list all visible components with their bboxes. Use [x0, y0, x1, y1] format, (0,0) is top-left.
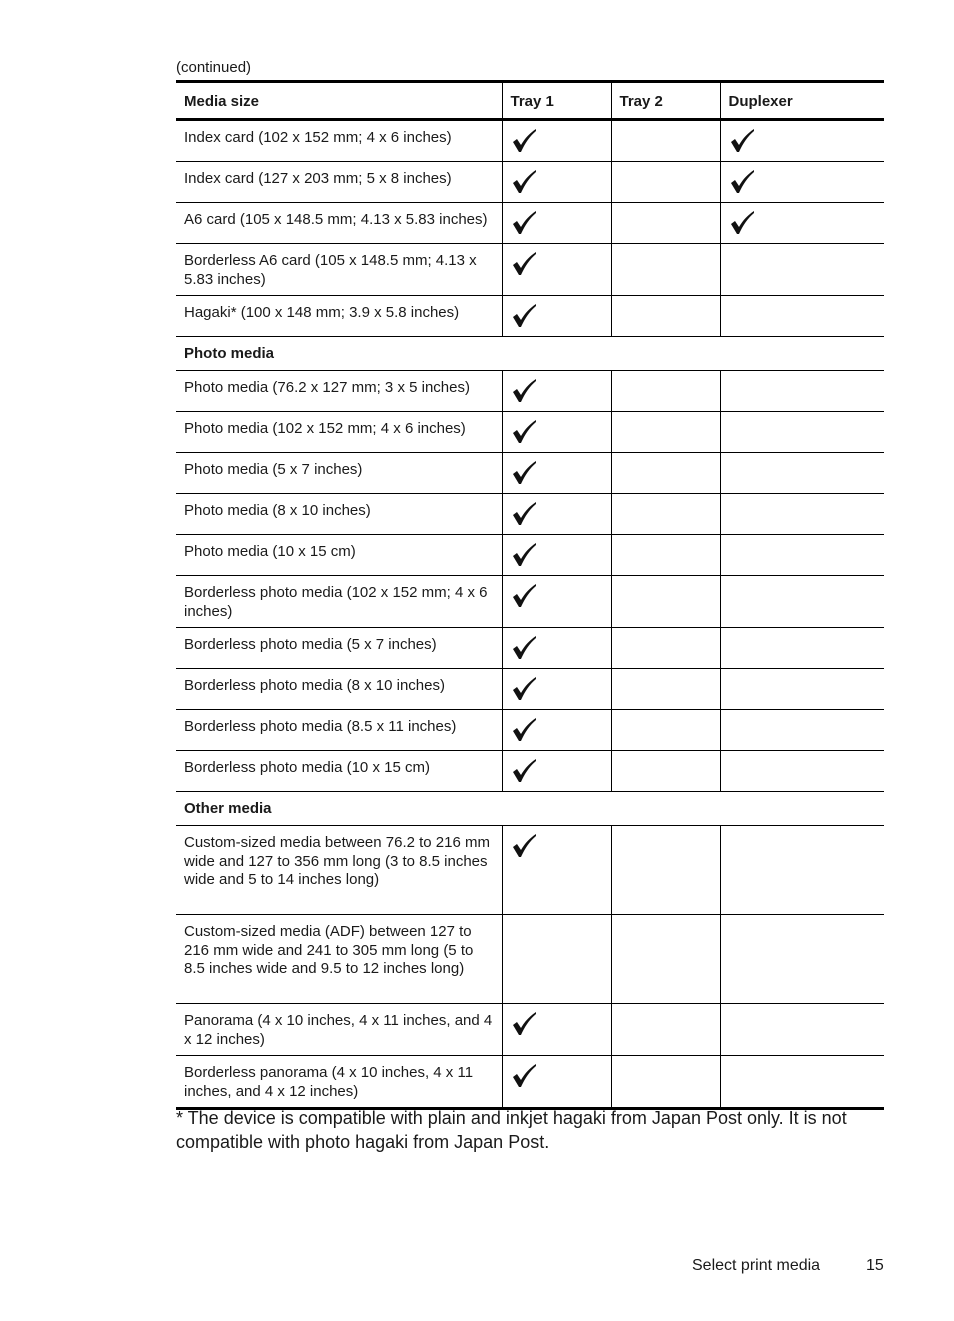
media-size-cell: Custom-sized media between 76.2 to 216 mm wide and 127 to 356 mm long (3 to 8.5 inches wide and 5 to 14 inches long) — [176, 826, 502, 915]
media-size-cell: Custom-sized media (ADF) between 127 to 216 mm wide and 241 to 305 mm long (5 to 8.5 inches wide and 9.5 to 12 inches long) — [176, 915, 502, 1004]
header-duplexer: Duplexer — [720, 82, 884, 120]
media-size-cell: A6 card (105 x 148.5 mm; 4.13 x 5.83 inches) — [176, 203, 502, 244]
tray1-cell — [502, 669, 611, 710]
tray1-cell — [502, 371, 611, 412]
media-size-cell: Borderless photo media (8 x 10 inches) — [176, 669, 502, 710]
duplexer-cell — [720, 535, 884, 576]
tray2-cell — [611, 203, 720, 244]
checkmark-icon — [511, 583, 537, 609]
checkmark-icon — [511, 1011, 537, 1037]
table-body — [176, 120, 884, 1109]
tray1-cell — [502, 628, 611, 669]
media-size-cell: Index card (102 x 152 mm; 4 x 6 inches) — [176, 120, 502, 162]
duplexer-cell — [720, 751, 884, 792]
duplexer-cell — [720, 494, 884, 535]
tray1-cell — [502, 826, 611, 915]
checkmark-icon — [511, 419, 537, 445]
continued-label: (continued) — [176, 59, 252, 76]
checkmark-icon — [511, 169, 537, 195]
tray1-cell — [502, 576, 611, 628]
media-size-table — [176, 80, 884, 1110]
table-row — [176, 371, 884, 412]
table-row — [176, 535, 884, 576]
tray1-cell — [502, 296, 611, 337]
checkmark-icon — [511, 128, 537, 154]
table-row — [176, 576, 884, 628]
header-tray-1: Tray 1 — [502, 82, 611, 120]
tray2-cell — [611, 915, 720, 1004]
media-size-cell: Borderless panorama (4 x 10 inches, 4 x 11 inches, and 4 x 12 inches) — [176, 1056, 502, 1109]
tray1-cell — [502, 535, 611, 576]
tray1-cell — [502, 494, 611, 535]
checkmark-icon — [511, 676, 537, 702]
tray2-cell — [611, 669, 720, 710]
checkmark-icon — [511, 833, 537, 859]
tray2-cell — [611, 296, 720, 337]
tray2-cell — [611, 162, 720, 203]
tray2-cell — [611, 576, 720, 628]
tray2-cell — [611, 535, 720, 576]
section-heading: Photo media — [176, 337, 884, 371]
section-heading: Other media — [176, 792, 884, 826]
duplexer-cell — [720, 669, 884, 710]
table-row — [176, 1056, 884, 1109]
header-tray-2: Tray 2 — [611, 82, 720, 120]
duplexer-cell — [720, 1056, 884, 1109]
table-header-row — [176, 82, 884, 120]
checkmark-icon — [729, 210, 755, 236]
media-size-cell: Photo media (102 x 152 mm; 4 x 6 inches) — [176, 412, 502, 453]
table-row — [176, 244, 884, 296]
footer-section-label: Select print media — [692, 1257, 821, 1274]
table-row — [176, 710, 884, 751]
media-size-cell: Borderless photo media (102 x 152 mm; 4 x 6 inches) — [176, 576, 502, 628]
duplexer-cell — [720, 576, 884, 628]
tray2-cell — [611, 1004, 720, 1056]
duplexer-cell — [720, 371, 884, 412]
table-row — [176, 826, 884, 915]
tray2-cell — [611, 826, 720, 915]
table-row — [176, 120, 884, 162]
tray1-cell — [502, 751, 611, 792]
media-size-cell: Photo media (76.2 x 127 mm; 3 x 5 inches) — [176, 371, 502, 412]
checkmark-icon — [511, 542, 537, 568]
checkmark-icon — [511, 210, 537, 236]
duplexer-cell — [720, 915, 884, 1004]
table-row — [176, 751, 884, 792]
duplexer-cell — [720, 120, 884, 162]
section-row — [176, 337, 884, 371]
media-size-cell: Index card (127 x 203 mm; 5 x 8 inches) — [176, 162, 502, 203]
checkmark-icon — [511, 378, 537, 404]
page-number: 15 — [866, 1257, 884, 1274]
tray1-cell — [502, 244, 611, 296]
media-size-cell: Photo media (8 x 10 inches) — [176, 494, 502, 535]
checkmark-icon — [511, 501, 537, 527]
media-size-cell: Photo media (10 x 15 cm) — [176, 535, 502, 576]
tray2-cell — [611, 494, 720, 535]
tray1-cell — [502, 120, 611, 162]
media-size-cell: Panorama (4 x 10 inches, 4 x 11 inches, and 4 x 12 inches) — [176, 1004, 502, 1056]
footnote: * The device is compatible with plain and inkjet hagaki from Japan Post only. It is not compatible with photo hagaki from Japan Post. — [176, 1108, 847, 1152]
checkmark-icon — [729, 169, 755, 195]
tray1-cell — [502, 203, 611, 244]
checkmark-icon — [511, 303, 537, 329]
table-row — [176, 453, 884, 494]
table-row — [176, 412, 884, 453]
duplexer-cell — [720, 203, 884, 244]
table-row — [176, 669, 884, 710]
tray2-cell — [611, 710, 720, 751]
duplexer-cell — [720, 826, 884, 915]
media-size-cell: Borderless photo media (5 x 7 inches) — [176, 628, 502, 669]
tray1-cell — [502, 412, 611, 453]
tray2-cell — [611, 1056, 720, 1109]
table-row — [176, 203, 884, 244]
duplexer-cell — [720, 412, 884, 453]
media-size-cell: Borderless photo media (8.5 x 11 inches) — [176, 710, 502, 751]
table-row — [176, 296, 884, 337]
section-row — [176, 792, 884, 826]
table-row — [176, 162, 884, 203]
checkmark-icon — [511, 1063, 537, 1089]
duplexer-cell — [720, 244, 884, 296]
duplexer-cell — [720, 1004, 884, 1056]
table-row — [176, 628, 884, 669]
tray2-cell — [611, 628, 720, 669]
duplexer-cell — [720, 628, 884, 669]
tray2-cell — [611, 412, 720, 453]
tray1-cell — [502, 710, 611, 751]
checkmark-icon — [511, 717, 537, 743]
table-row — [176, 1004, 884, 1056]
tray1-cell — [502, 453, 611, 494]
media-size-cell: Borderless photo media (10 x 15 cm) — [176, 751, 502, 792]
table-row — [176, 915, 884, 1004]
checkmark-icon — [511, 460, 537, 486]
tray2-cell — [611, 751, 720, 792]
media-size-cell: Borderless A6 card (105 x 148.5 mm; 4.13 x 5.83 inches) — [176, 244, 502, 296]
duplexer-cell — [720, 162, 884, 203]
duplexer-cell — [720, 710, 884, 751]
tray1-cell — [502, 1004, 611, 1056]
tray2-cell — [611, 244, 720, 296]
checkmark-icon — [511, 251, 537, 277]
checkmark-icon — [729, 128, 755, 154]
header-media-size: Media size — [176, 82, 502, 120]
table-row — [176, 494, 884, 535]
tray2-cell — [611, 120, 720, 162]
checkmark-icon — [511, 758, 537, 784]
media-size-cell: Photo media (5 x 7 inches) — [176, 453, 502, 494]
tray1-cell — [502, 162, 611, 203]
checkmark-icon — [511, 635, 537, 661]
tray2-cell — [611, 371, 720, 412]
duplexer-cell — [720, 453, 884, 494]
duplexer-cell — [720, 296, 884, 337]
tray1-cell — [502, 1056, 611, 1109]
tray1-cell — [502, 915, 611, 1004]
media-size-cell: Hagaki* (100 x 148 mm; 3.9 x 5.8 inches) — [176, 296, 502, 337]
tray2-cell — [611, 453, 720, 494]
